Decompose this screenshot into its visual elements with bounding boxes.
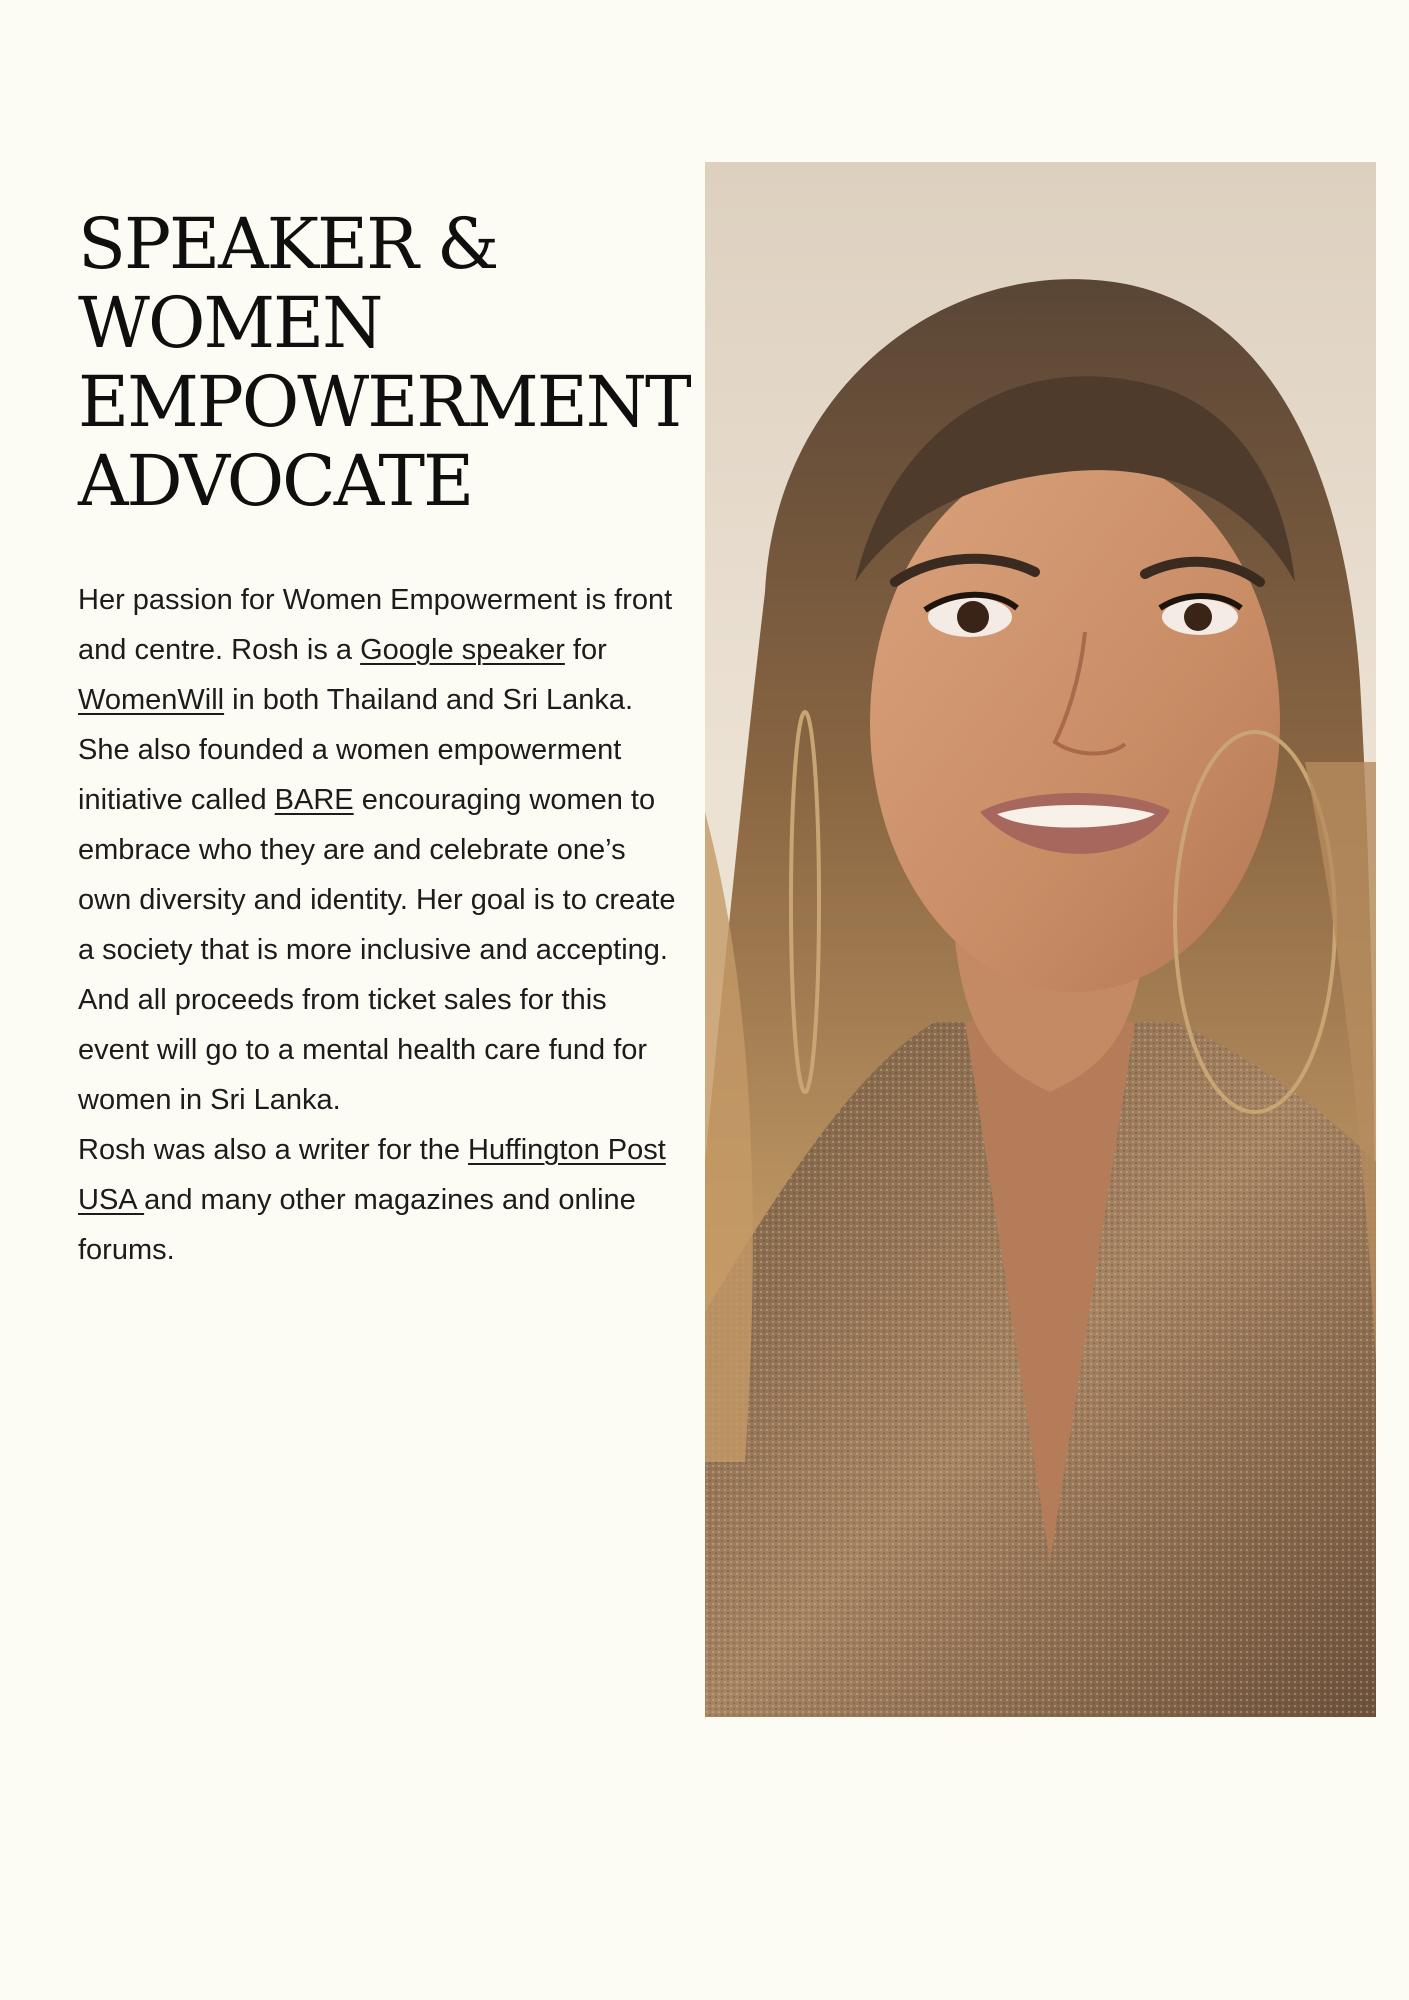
title-line-4: ADVOCATE — [78, 440, 473, 522]
huffington-post-link[interactable]: Huffington Post USA — [78, 1134, 666, 1216]
right-iris — [1184, 603, 1212, 631]
bio-text-segment: for — [564, 634, 607, 666]
bio-paragraph-google — [78, 575, 678, 725]
title-line-1: SPEAKER & — [78, 203, 498, 285]
portrait-photo — [705, 162, 1376, 1717]
portrait-illustration — [705, 162, 1376, 1717]
bio-text-segment: Rosh was also a writer for the — [78, 1134, 469, 1166]
title-line-3: EMPOWERMENT — [78, 361, 690, 443]
bio-text-segment: Her passion for Women Empowerment is front and centre. Rosh is a — [78, 584, 673, 666]
left-iris — [957, 601, 989, 633]
page-title — [78, 205, 718, 521]
bio-text-segment: in both Thailand and Sri Lanka. — [224, 684, 634, 716]
bio-paragraph-writer — [78, 1125, 678, 1275]
bio-text-segment: and many other magazines and online forums. — [78, 1184, 636, 1266]
womenwill-link[interactable]: WomenWill — [78, 684, 225, 716]
bare-link[interactable]: BARE — [274, 784, 354, 816]
bio-paragraph-bare — [78, 725, 678, 1125]
bio-text — [78, 575, 678, 1275]
google-speaker-link[interactable]: Google speaker — [360, 634, 565, 666]
face — [870, 452, 1280, 992]
bio-text-segment: She also founded a women empowerment initiative called — [78, 734, 622, 816]
title-line-2: WOMEN — [78, 282, 382, 364]
bio-text-segment: encouraging women to embrace who they are and celebrate one’s own diversity and identity. Her goal is to create a society that is more inclusive and accepting. And all proceeds from ticket sales for this event will go to a mental health care fund for women in Sri Lanka. — [78, 784, 676, 1116]
